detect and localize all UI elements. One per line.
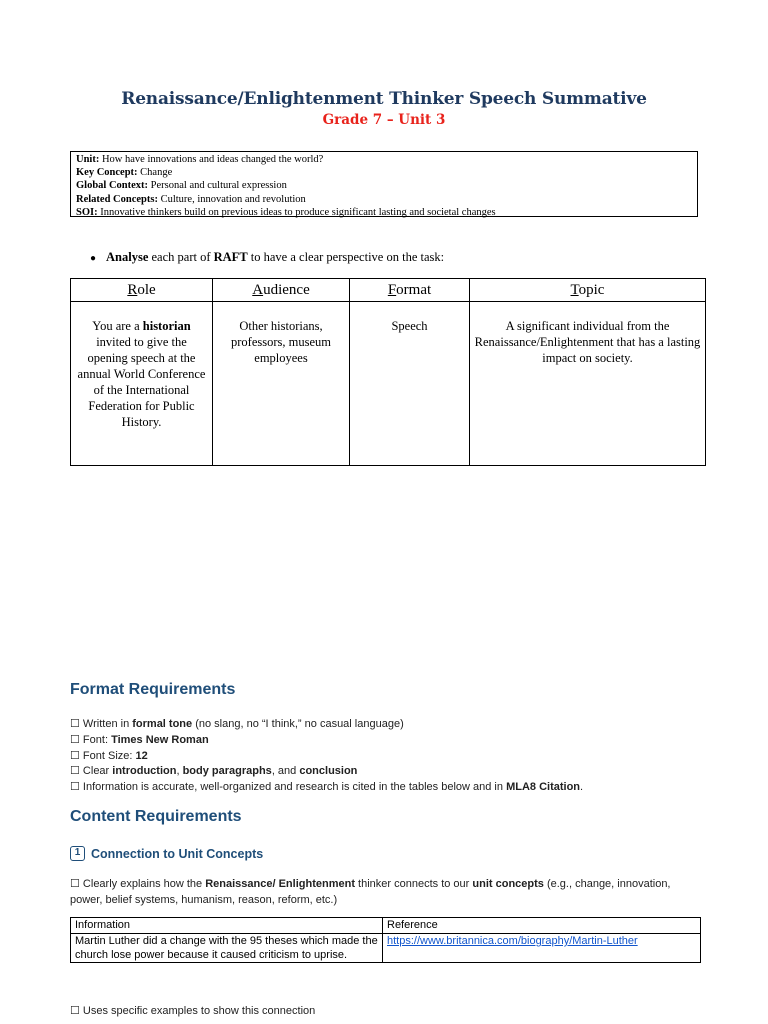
checkbox[interactable]: ☐ <box>70 718 80 730</box>
checkbox[interactable]: ☐ <box>70 733 80 746</box>
raft-header-row <box>71 279 706 302</box>
unit-line: Unit: How have innovations and ideas changed the world? <box>76 154 324 165</box>
information-reference-table <box>70 917 701 963</box>
raft-header-role: Role <box>71 279 213 302</box>
raft-role-cell: You are a historian invited to give the opening speech at the annual World Conference of the International Federation for Public History. <box>71 302 213 466</box>
list-item: ☐ Font: Times New Roman <box>70 733 209 746</box>
table-row <box>71 934 701 963</box>
format-requirements-list <box>70 717 583 796</box>
examples-requirement: ☐ Uses specific examples to show this connection <box>70 1005 316 1017</box>
format-requirements-heading: Format Requirements <box>70 681 236 698</box>
section-heading-connection: 1 Connection to Unit Concepts <box>70 846 263 861</box>
number-one-icon: 1 <box>70 846 85 861</box>
table-header-row <box>71 918 701 934</box>
list-item: ☐ Information is accurate, well-organized and research is cited in the tables below and in MLA8 Citation. <box>70 781 584 794</box>
raft-header-audience: Audience <box>213 279 350 302</box>
checkbox[interactable]: ☐ <box>70 1005 80 1017</box>
soi-line: SOI: Innovative thinkers build on previous ideas to produce significant lasting and societal changes <box>76 206 496 218</box>
raft-table <box>70 278 706 466</box>
checkbox[interactable]: ☐ <box>70 781 80 794</box>
column-header-reference: Reference <box>383 918 701 934</box>
related-concepts-line: Related Concepts: Culture, innovation and revolution <box>76 193 306 205</box>
raft-header-topic: Topic <box>470 279 706 302</box>
checkbox[interactable]: ☐ <box>70 749 80 762</box>
information-cell: Martin Luther did a change with the 95 theses which made the church lose power because it caused criticism to uprise. <box>71 934 383 963</box>
global-context-line: Global Context: Personal and cultural expression <box>76 180 287 192</box>
bullet-icon: ● <box>90 253 97 264</box>
page-subtitle: Grade 7 – Unit 3 <box>322 112 446 128</box>
checkbox[interactable]: ☐ <box>70 765 80 778</box>
raft-audience-cell: Other historians, professors, museum employees <box>213 302 350 466</box>
key-concept-line: Key Concept: Change <box>76 167 173 179</box>
raft-header-format: Format <box>350 279 470 302</box>
raft-content-row <box>71 302 706 466</box>
raft-instruction: ● Analyse each part of RAFT to have a clear perspective on the task: <box>90 249 444 267</box>
connection-description: ☐ Clearly explains how the Renaissance/ Enlightenment thinker connects to our unit concepts (e.g., change, innovation, power, belief systems, humanism, reason, reform, etc.) <box>70 878 671 906</box>
raft-format-cell: Speech <box>350 302 470 466</box>
column-header-information: Information <box>71 918 383 934</box>
content-requirements-heading: Content Requirements <box>70 808 242 825</box>
reference-link[interactable]: https://www.britannica.com/biography/Martin-Luther <box>387 935 638 947</box>
list-item: ☐ Font Size: 12 <box>70 749 148 762</box>
unit-info-box <box>70 151 698 217</box>
list-item: ☐ Clear introduction, body paragraphs, and conclusion <box>70 765 358 778</box>
page-title: Renaissance/Enlightenment Thinker Speech Summative <box>121 89 647 109</box>
reference-cell <box>383 934 701 963</box>
raft-topic-cell: A significant individual from the Renaissance/Enlightenment that has a lasting impact on society. <box>470 302 706 466</box>
checkbox[interactable]: ☐ <box>70 878 80 890</box>
list-item: ☐ Written in formal tone (no slang, no “I think,” no casual language) <box>70 718 404 730</box>
